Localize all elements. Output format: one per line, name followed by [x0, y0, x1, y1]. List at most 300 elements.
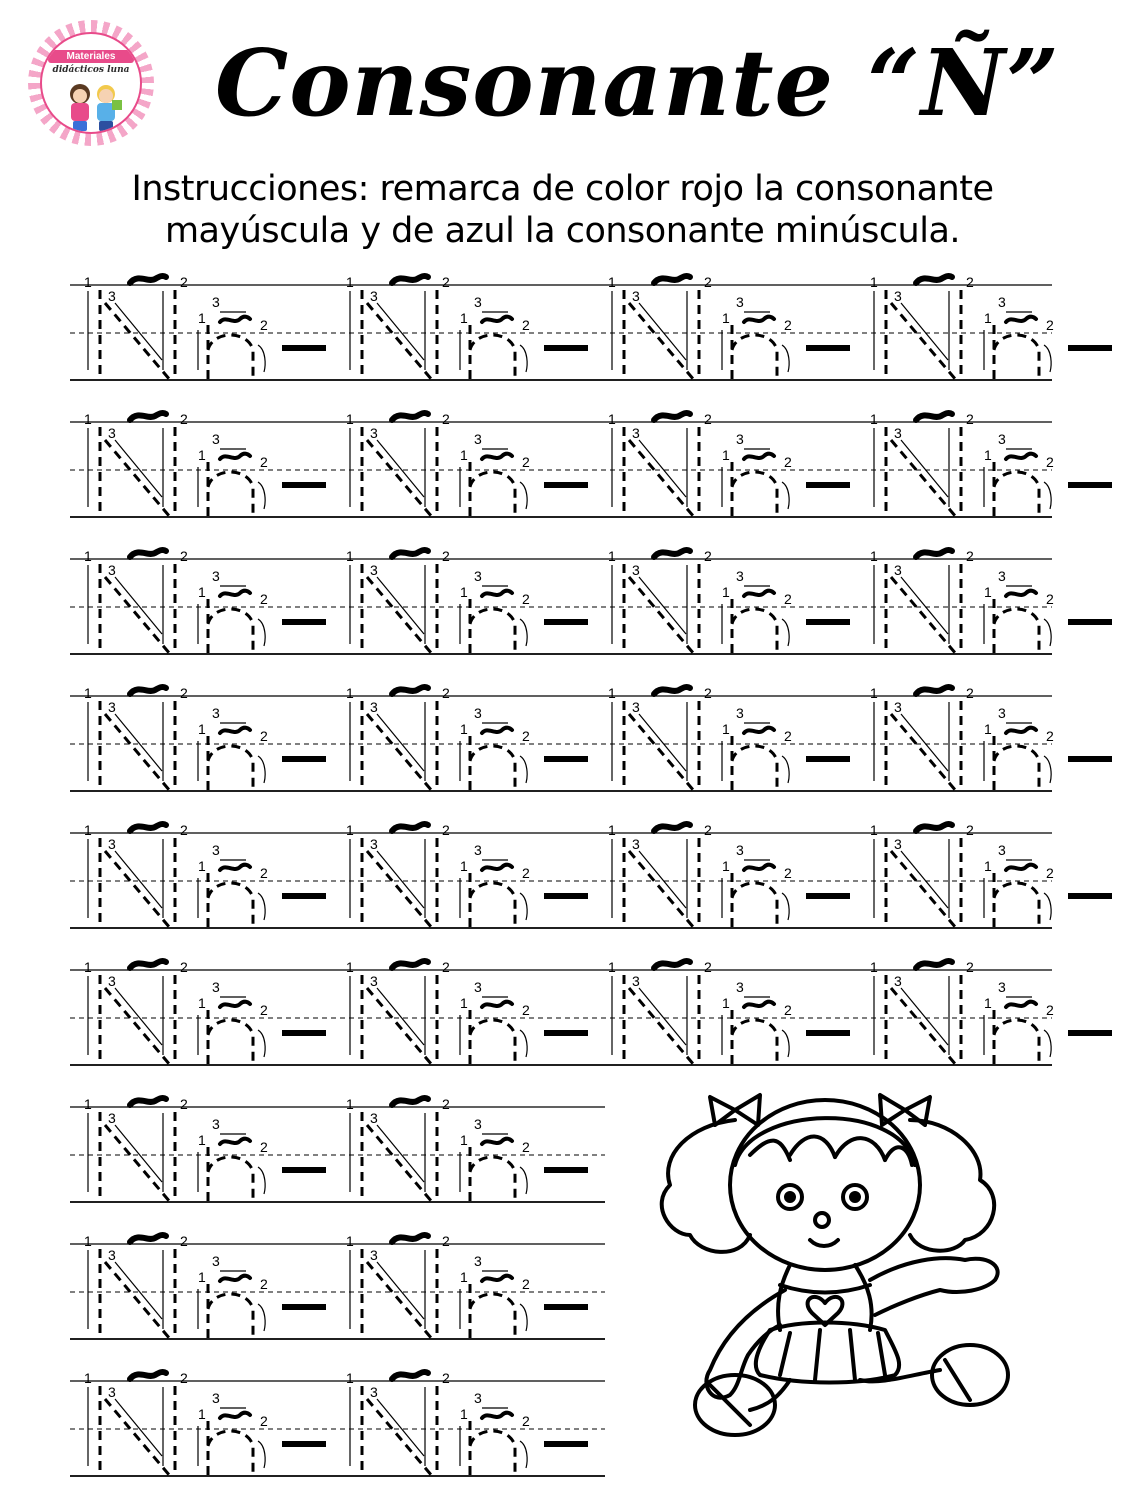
lower-tilde — [744, 1002, 774, 1007]
stroke-number: 3 — [370, 425, 378, 441]
upper-tilde — [654, 961, 690, 968]
stroke-number: 3 — [894, 699, 902, 715]
lower-stroke-2 — [208, 1020, 253, 1065]
guide-arrow — [1044, 345, 1051, 372]
stroke-number: 2 — [180, 1233, 188, 1249]
stroke-number: 2 — [260, 1139, 268, 1155]
letter-pair — [84, 411, 326, 517]
stroke-number: 2 — [180, 959, 188, 975]
lower-tilde — [482, 1276, 512, 1281]
guide-arrow — [782, 345, 789, 372]
guide-arrow — [258, 619, 265, 646]
guide-arrow — [520, 893, 527, 920]
upper-stroke-3 — [105, 1262, 170, 1339]
stroke-number: 2 — [966, 822, 974, 838]
upper-stroke-3 — [367, 440, 432, 517]
stroke-number: 2 — [522, 454, 530, 470]
stroke-number: 1 — [460, 1132, 468, 1148]
lower-tilde — [482, 317, 512, 322]
stroke-number: 1 — [346, 1370, 354, 1386]
guide-arrow — [258, 482, 265, 509]
guide-arrow — [115, 714, 162, 771]
stroke-number: 1 — [198, 858, 206, 874]
stroke-number: 1 — [84, 274, 92, 290]
stroke-number: 2 — [522, 728, 530, 744]
stroke-number: 3 — [736, 842, 744, 858]
stroke-number: 1 — [870, 411, 878, 427]
separator-dash — [806, 756, 850, 762]
upper-stroke-3 — [891, 714, 956, 791]
upper-tilde — [130, 550, 166, 557]
guide-arrow — [520, 1304, 527, 1331]
guide-arrow — [1044, 893, 1051, 920]
stroke-number: 3 — [632, 288, 640, 304]
upper-tilde — [392, 824, 428, 831]
stroke-number: 2 — [784, 865, 792, 881]
doll-illustration — [640, 1085, 1020, 1455]
upper-tilde — [130, 961, 166, 968]
upper-stroke-3 — [105, 714, 170, 791]
stroke-number: 1 — [870, 822, 878, 838]
letter-pair — [346, 411, 588, 517]
upper-stroke-3 — [105, 1125, 170, 1202]
upper-tilde — [130, 276, 166, 283]
lower-tilde — [1006, 865, 1036, 870]
letter-pair — [346, 274, 588, 380]
stroke-number: 1 — [984, 310, 992, 326]
guide-arrow — [520, 756, 527, 783]
upper-tilde — [130, 687, 166, 694]
stroke-number: 2 — [442, 411, 450, 427]
stroke-number: 3 — [998, 568, 1006, 584]
separator-dash — [806, 345, 850, 351]
stroke-number: 2 — [180, 1096, 188, 1112]
guide-arrow — [639, 303, 686, 360]
upper-tilde — [392, 550, 428, 557]
lower-tilde — [482, 1413, 512, 1418]
lower-stroke-2 — [994, 335, 1039, 380]
stroke-number: 1 — [198, 310, 206, 326]
stroke-number: 1 — [460, 584, 468, 600]
stroke-number: 1 — [460, 447, 468, 463]
separator-dash — [544, 619, 588, 625]
upper-tilde — [916, 413, 952, 420]
separator-dash — [806, 1030, 850, 1036]
separator-dash — [544, 1030, 588, 1036]
guide-arrow — [258, 756, 265, 783]
stroke-number: 3 — [212, 1390, 220, 1406]
stroke-number: 2 — [260, 1413, 268, 1429]
letter-pair — [870, 822, 1112, 928]
instructions-line2: mayúscula y de azul la consonante minúscula. — [164, 211, 961, 251]
stroke-number: 2 — [180, 1370, 188, 1386]
guide-arrow — [115, 1262, 162, 1319]
guide-arrow — [115, 851, 162, 908]
upper-tilde — [392, 1235, 428, 1242]
stroke-number: 3 — [212, 1253, 220, 1269]
stroke-number: 2 — [522, 1139, 530, 1155]
separator-dash — [282, 756, 326, 762]
guide-arrow — [901, 714, 948, 771]
stroke-number: 3 — [108, 425, 116, 441]
stroke-number: 2 — [966, 274, 974, 290]
guide-arrow — [377, 577, 424, 634]
stroke-number: 3 — [474, 1390, 482, 1406]
stroke-number: 1 — [460, 1269, 468, 1285]
stroke-number: 3 — [474, 1116, 482, 1132]
upper-stroke-3 — [367, 303, 432, 380]
stroke-number: 2 — [966, 411, 974, 427]
stroke-number: 3 — [370, 1110, 378, 1126]
stroke-number: 1 — [198, 1132, 206, 1148]
letter-pair — [870, 959, 1112, 1065]
stroke-number: 3 — [736, 294, 744, 310]
lower-tilde — [220, 1002, 250, 1007]
separator-dash — [282, 1441, 326, 1447]
lower-tilde — [1006, 1002, 1036, 1007]
letter-pair — [346, 822, 588, 928]
upper-stroke-3 — [891, 988, 956, 1065]
letter-pair — [346, 1370, 588, 1476]
lower-tilde — [220, 1276, 250, 1281]
guide-arrow — [258, 1441, 265, 1468]
stroke-number: 3 — [736, 431, 744, 447]
separator-dash — [544, 893, 588, 899]
lower-tilde — [482, 1139, 512, 1144]
stroke-number: 2 — [260, 1276, 268, 1292]
guide-arrow — [639, 577, 686, 634]
lower-tilde — [744, 865, 774, 870]
stroke-number: 2 — [522, 317, 530, 333]
upper-stroke-3 — [629, 851, 694, 928]
stroke-number: 3 — [370, 699, 378, 715]
stroke-number: 1 — [460, 721, 468, 737]
stroke-number: 2 — [784, 591, 792, 607]
guide-arrow — [377, 851, 424, 908]
stroke-number: 2 — [180, 411, 188, 427]
separator-dash — [282, 893, 326, 899]
stroke-number: 2 — [442, 1096, 450, 1112]
stroke-number: 2 — [180, 274, 188, 290]
stroke-number: 3 — [632, 699, 640, 715]
upper-stroke-3 — [629, 714, 694, 791]
stroke-number: 2 — [260, 1002, 268, 1018]
stroke-number: 1 — [84, 1370, 92, 1386]
letter-pair — [608, 274, 850, 380]
separator-dash — [1068, 482, 1112, 488]
stroke-number: 1 — [460, 995, 468, 1011]
guide-arrow — [115, 303, 162, 360]
stroke-number: 3 — [212, 705, 220, 721]
guide-arrow — [115, 1125, 162, 1182]
lower-stroke-2 — [470, 1020, 515, 1065]
lower-stroke-2 — [208, 1431, 253, 1476]
stroke-number: 3 — [894, 836, 902, 852]
stroke-number: 3 — [212, 568, 220, 584]
stroke-number: 1 — [84, 822, 92, 838]
upper-stroke-3 — [891, 851, 956, 928]
stroke-number: 1 — [84, 1233, 92, 1249]
upper-stroke-3 — [891, 577, 956, 654]
guide-arrow — [639, 988, 686, 1045]
stroke-number: 1 — [346, 548, 354, 564]
separator-dash — [544, 1304, 588, 1310]
stroke-number: 1 — [722, 995, 730, 1011]
stroke-number: 3 — [474, 431, 482, 447]
upper-stroke-3 — [629, 988, 694, 1065]
lower-stroke-2 — [208, 609, 253, 654]
upper-tilde — [654, 550, 690, 557]
lower-stroke-2 — [994, 472, 1039, 517]
stroke-number: 1 — [84, 1096, 92, 1112]
upper-tilde — [392, 413, 428, 420]
letter-pair — [84, 1370, 326, 1476]
upper-tilde — [392, 1372, 428, 1379]
lower-tilde — [744, 591, 774, 596]
stroke-number: 2 — [442, 685, 450, 701]
stroke-number: 2 — [260, 728, 268, 744]
lower-stroke-2 — [470, 335, 515, 380]
letter-pair — [84, 685, 326, 791]
upper-stroke-3 — [105, 303, 170, 380]
stroke-number: 3 — [474, 1253, 482, 1269]
lower-stroke-2 — [732, 1020, 777, 1065]
upper-stroke-3 — [367, 1125, 432, 1202]
upper-stroke-3 — [629, 303, 694, 380]
stroke-number: 1 — [346, 274, 354, 290]
upper-tilde — [130, 1372, 166, 1379]
tracing-row — [70, 411, 1112, 517]
stroke-number: 3 — [212, 431, 220, 447]
tracing-row — [70, 959, 1112, 1065]
tracing-row — [70, 1233, 605, 1339]
lower-stroke-2 — [732, 609, 777, 654]
letter-pair — [84, 274, 326, 380]
stroke-number: 2 — [784, 1002, 792, 1018]
stroke-number: 2 — [1046, 454, 1054, 470]
lower-stroke-2 — [208, 335, 253, 380]
stroke-number: 3 — [212, 1116, 220, 1132]
letter-pair — [608, 685, 850, 791]
lower-stroke-2 — [470, 883, 515, 928]
lower-stroke-2 — [208, 472, 253, 517]
guide-arrow — [782, 756, 789, 783]
stroke-number: 2 — [260, 454, 268, 470]
stroke-number: 1 — [460, 1406, 468, 1422]
guide-arrow — [258, 345, 265, 372]
stroke-number: 3 — [108, 1110, 116, 1126]
upper-tilde — [392, 961, 428, 968]
lower-tilde — [220, 317, 250, 322]
upper-tilde — [654, 276, 690, 283]
lower-stroke-2 — [470, 1431, 515, 1476]
instructions-line1: Instrucciones: remarca de color rojo la consonante — [131, 169, 994, 209]
guide-arrow — [115, 577, 162, 634]
upper-tilde — [130, 824, 166, 831]
upper-stroke-3 — [629, 440, 694, 517]
upper-stroke-3 — [891, 440, 956, 517]
stroke-number: 2 — [522, 1276, 530, 1292]
guide-arrow — [115, 988, 162, 1045]
guide-arrow — [520, 1030, 527, 1057]
letter-pair — [346, 548, 588, 654]
stroke-number: 2 — [784, 317, 792, 333]
stroke-number: 1 — [870, 274, 878, 290]
upper-stroke-3 — [367, 1399, 432, 1476]
lower-tilde — [1006, 317, 1036, 322]
lower-stroke-2 — [208, 1294, 253, 1339]
guide-arrow — [1044, 1030, 1051, 1057]
stroke-number: 1 — [198, 584, 206, 600]
lower-tilde — [744, 317, 774, 322]
stroke-number: 1 — [722, 858, 730, 874]
upper-tilde — [916, 961, 952, 968]
stroke-number: 2 — [966, 548, 974, 564]
stroke-number: 1 — [346, 1096, 354, 1112]
stroke-number: 1 — [870, 548, 878, 564]
stroke-number: 1 — [198, 1406, 206, 1422]
stroke-number: 1 — [84, 959, 92, 975]
stroke-number: 2 — [442, 1370, 450, 1386]
stroke-number: 3 — [370, 836, 378, 852]
stroke-number: 3 — [632, 425, 640, 441]
separator-dash — [282, 482, 326, 488]
separator-dash — [282, 1167, 326, 1173]
upper-stroke-3 — [367, 988, 432, 1065]
stroke-number: 1 — [722, 447, 730, 463]
lower-tilde — [220, 454, 250, 459]
guide-arrow — [258, 1304, 265, 1331]
guide-arrow — [520, 345, 527, 372]
stroke-number: 1 — [84, 411, 92, 427]
guide-arrow — [115, 1399, 162, 1456]
upper-tilde — [392, 1098, 428, 1105]
stroke-number: 1 — [460, 858, 468, 874]
guide-arrow — [520, 619, 527, 646]
stroke-number: 3 — [370, 1247, 378, 1263]
guide-arrow — [377, 303, 424, 360]
upper-stroke-3 — [367, 577, 432, 654]
separator-dash — [1068, 345, 1112, 351]
stroke-number: 3 — [108, 288, 116, 304]
stroke-number: 2 — [522, 1413, 530, 1429]
letter-pair — [84, 822, 326, 928]
lower-tilde — [1006, 591, 1036, 596]
stroke-number: 3 — [736, 568, 744, 584]
lower-tilde — [220, 1413, 250, 1418]
guide-arrow — [258, 893, 265, 920]
stroke-number: 1 — [984, 858, 992, 874]
stroke-number: 1 — [984, 721, 992, 737]
stroke-number: 1 — [346, 1233, 354, 1249]
brand-logo-line2: didácticos luna — [52, 65, 130, 75]
guide-arrow — [639, 440, 686, 497]
stroke-number: 2 — [704, 548, 712, 564]
stroke-number: 3 — [632, 562, 640, 578]
stroke-number: 2 — [704, 959, 712, 975]
stroke-number: 1 — [608, 822, 616, 838]
lower-stroke-2 — [470, 609, 515, 654]
letter-pair — [870, 548, 1112, 654]
upper-stroke-3 — [891, 303, 956, 380]
letter-pair — [608, 411, 850, 517]
stroke-number: 3 — [370, 1384, 378, 1400]
upper-tilde — [916, 824, 952, 831]
lower-tilde — [482, 591, 512, 596]
separator-dash — [282, 1304, 326, 1310]
stroke-number: 2 — [784, 454, 792, 470]
letter-pair — [608, 822, 850, 928]
lower-stroke-2 — [208, 883, 253, 928]
stroke-number: 1 — [608, 548, 616, 564]
guide-arrow — [901, 988, 948, 1045]
stroke-number: 1 — [198, 721, 206, 737]
tracing-row — [70, 1370, 605, 1476]
letter-pair — [870, 411, 1112, 517]
stroke-number: 3 — [998, 842, 1006, 858]
stroke-number: 1 — [198, 447, 206, 463]
stroke-number: 2 — [784, 728, 792, 744]
separator-dash — [806, 893, 850, 899]
letter-pair — [84, 1233, 326, 1339]
letter-pair — [346, 1096, 588, 1202]
letter-pair — [84, 548, 326, 654]
stroke-number: 2 — [180, 685, 188, 701]
guide-arrow — [115, 440, 162, 497]
stroke-number: 2 — [180, 548, 188, 564]
stroke-number: 3 — [894, 425, 902, 441]
stroke-number: 2 — [1046, 865, 1054, 881]
stroke-number: 2 — [180, 822, 188, 838]
lower-tilde — [482, 728, 512, 733]
lower-tilde — [482, 454, 512, 459]
stroke-number: 2 — [442, 822, 450, 838]
stroke-number: 3 — [894, 562, 902, 578]
stroke-number: 2 — [704, 274, 712, 290]
stroke-number: 3 — [108, 1247, 116, 1263]
guide-arrow — [1044, 482, 1051, 509]
lower-stroke-2 — [732, 883, 777, 928]
stroke-number: 3 — [632, 836, 640, 852]
stroke-number: 2 — [260, 317, 268, 333]
stroke-number: 2 — [522, 865, 530, 881]
upper-stroke-3 — [105, 851, 170, 928]
tracing-row — [70, 548, 1112, 654]
stroke-number: 3 — [474, 568, 482, 584]
lower-tilde — [744, 454, 774, 459]
lower-stroke-2 — [732, 472, 777, 517]
stroke-number: 1 — [984, 995, 992, 1011]
separator-dash — [544, 756, 588, 762]
stroke-number: 1 — [722, 584, 730, 600]
guide-arrow — [520, 1167, 527, 1194]
stroke-number: 1 — [460, 310, 468, 326]
letter-pair — [870, 685, 1112, 791]
stroke-number: 2 — [522, 1002, 530, 1018]
letter-pair — [346, 959, 588, 1065]
stroke-number: 2 — [1046, 591, 1054, 607]
upper-tilde — [392, 687, 428, 694]
guide-arrow — [377, 1262, 424, 1319]
guide-arrow — [377, 1399, 424, 1456]
lower-stroke-2 — [470, 472, 515, 517]
lower-tilde — [220, 591, 250, 596]
stroke-number: 1 — [198, 995, 206, 1011]
upper-tilde — [130, 1098, 166, 1105]
stroke-number: 1 — [84, 685, 92, 701]
stroke-number: 3 — [474, 979, 482, 995]
separator-dash — [544, 482, 588, 488]
